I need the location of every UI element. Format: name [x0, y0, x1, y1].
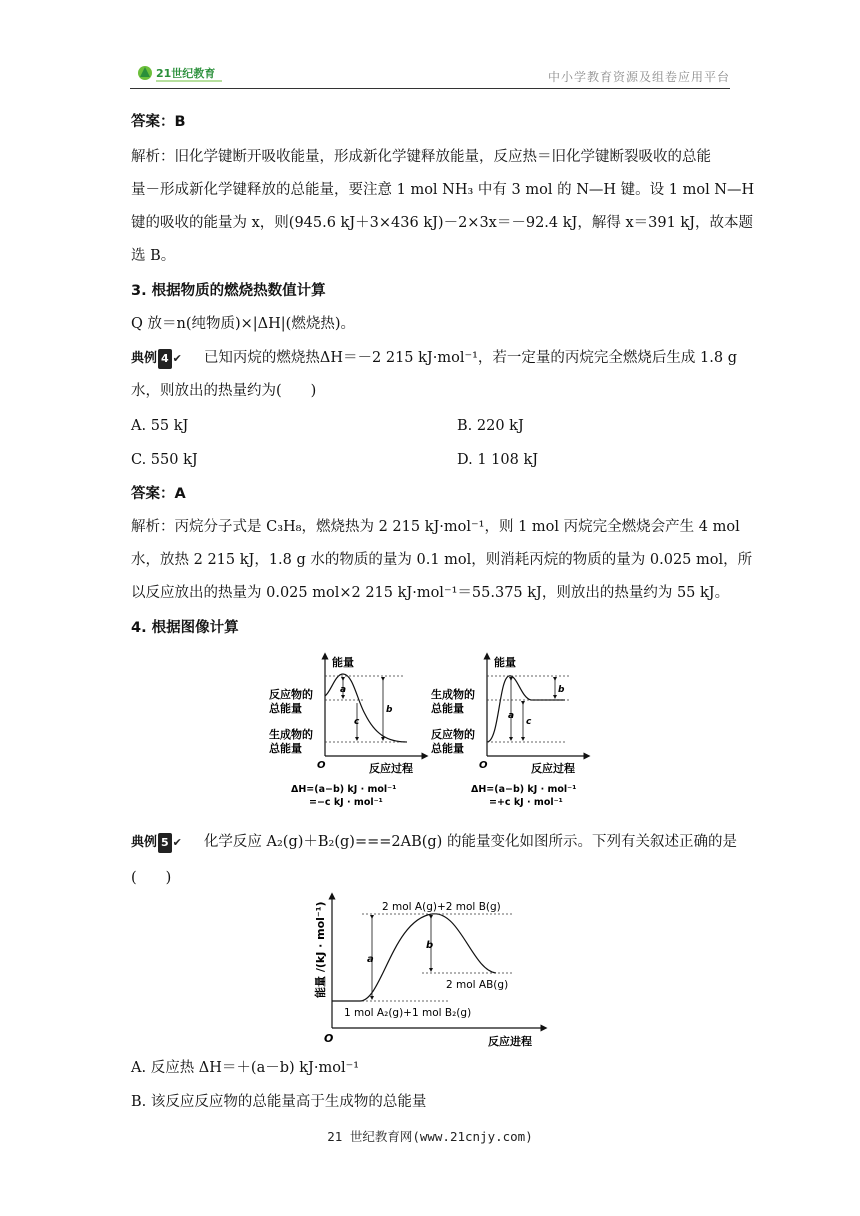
section-3-formula: Q 放＝n(纯物质)×|ΔH|(燃烧热)。 [131, 316, 355, 332]
example-5-question-line-1: 典例 5 ✔ 化学反应 A₂(g)＋B₂(g)===2AB(g) 的能量变化如图所示。下列有关叙述正确的是 [131, 832, 737, 853]
svg-text:总能量: 总能量 [431, 702, 464, 715]
svg-text:a: a [367, 954, 374, 965]
svg-text:生成物的: 生成物的 [269, 728, 313, 741]
explain-1-line-2: 量－形成新化学键释放的总能量，要注意 1 mol NH₃ 中有 3 mol 的 N—H 键。设 1 mol N—H [131, 182, 755, 198]
svg-text:ΔH=(a−b) kJ · mol⁻¹: ΔH=(a−b) kJ · mol⁻¹ [471, 784, 577, 795]
option-4-d: D. 1 108 kJ [457, 452, 539, 468]
svg-text:ΔH=(a−b) kJ · mol⁻¹: ΔH=(a−b) kJ · mol⁻¹ [291, 784, 397, 795]
option-5-b: B. 该反应反应物的总能量高于生成物的总能量 [131, 1094, 427, 1110]
left-y-axis-label: 能量 [332, 656, 354, 669]
explain-2-line-2: 水，放热 2 215 kJ，1.8 g 水的物质的量为 0.1 mol，则消耗丙烷的物质的量为 0.025 mol，所 [131, 552, 753, 568]
explain-1-line-1: 解析：旧化学键断开吸收能量，形成新化学键释放能量，反应热＝旧化学键断裂吸收的总能 [131, 149, 711, 165]
fig2-origin: O [324, 1032, 334, 1045]
energy-diagrams-figure [265, 652, 605, 812]
svg-text:=+c kJ · mol⁻¹: =+c kJ · mol⁻¹ [489, 797, 563, 808]
svg-text:21世纪教育: 21世纪教育 [156, 67, 216, 80]
left-origin: O [317, 760, 326, 771]
exothermic-diagram [269, 655, 425, 808]
explain-2-line-1: 解析：丙烷分子式是 C₃H₈，燃烧热为 2 215 kJ·mol⁻¹，则 1 mol 丙烷完全燃烧会产生 4 mol [131, 519, 740, 535]
page-header [130, 60, 730, 89]
svg-text:a: a [508, 711, 515, 721]
option-4-b: B. 220 kJ [457, 418, 524, 434]
example-4-tag: 典例 4 ✔ [131, 349, 182, 369]
example-5-question-line-2: ( ) [131, 870, 172, 886]
platform-name: 中小学教育资源及组卷应用平台 [547, 70, 730, 84]
fig2-mid-label: 2 mol AB(g) [446, 979, 509, 991]
option-5-a: A. 反应热 ΔH＝＋(a－b) kJ·mol⁻¹ [131, 1060, 360, 1076]
svg-text:c: c [526, 717, 532, 727]
section-4-title: 4. 根据图像计算 [131, 620, 239, 636]
example-4-question-line-1: 典例 4 ✔ 已知丙烷的燃烧热ΔH＝－2 215 kJ·mol⁻¹，若一定量的丙烷完全燃烧后生成 1.8 g [131, 348, 737, 369]
left-x-axis-label: 反应过程 [369, 762, 413, 775]
svg-text:a: a [340, 685, 347, 695]
example-4-question-line-2: 水，则放出的热量约为( ) [131, 383, 317, 399]
svg-text:总能量: 总能量 [269, 702, 302, 715]
right-origin: O [479, 760, 488, 771]
answer-1: 答案：B [131, 114, 186, 130]
option-4-c: C. 550 kJ [131, 452, 198, 468]
right-y-axis-label: 能量 [494, 656, 516, 669]
svg-text:反应物的: 反应物的 [269, 688, 313, 701]
endothermic-diagram [431, 655, 587, 808]
page-footer: 21 世纪教育网(www.21cnjy.com) [327, 1129, 533, 1144]
svg-text:总能量: 总能量 [431, 742, 464, 755]
fig2-x-axis-label: 反应进程 [488, 1035, 532, 1048]
right-x-axis-label: 反应过程 [531, 762, 575, 775]
reaction-energy-figure [300, 890, 560, 1050]
fig2-y-axis-label: 能量 /(kJ · mol⁻¹) [314, 901, 327, 998]
svg-text:c: c [354, 717, 360, 727]
fig2-bottom-label: 1 mol A₂(g)+1 mol B₂(g) [344, 1007, 472, 1019]
svg-text:反应物的: 反应物的 [431, 728, 475, 741]
svg-text:总能量: 总能量 [269, 742, 302, 755]
section-3-title: 3. 根据物质的燃烧热数值计算 [131, 283, 326, 299]
site-logo [136, 62, 226, 84]
fig2-top-label: 2 mol A(g)+2 mol B(g) [382, 901, 501, 913]
explain-1-line-4: 选 B。 [131, 248, 176, 264]
explain-1-line-3: 键的吸收的能量为 x，则(945.6 kJ＋3×436 kJ)－2×3x＝－92.4 kJ，解得 x＝391 kJ，故本题 [131, 215, 754, 231]
option-4-a: A. 55 kJ [131, 418, 189, 434]
svg-text:生成物的: 生成物的 [431, 688, 475, 701]
svg-text:=−c kJ · mol⁻¹: =−c kJ · mol⁻¹ [309, 797, 383, 808]
example-5-tag: 典例 5 ✔ [131, 833, 182, 853]
svg-text:b: b [386, 705, 393, 715]
svg-text:b: b [558, 685, 565, 695]
svg-text:b: b [426, 940, 434, 951]
explain-2-line-3: 以反应放出的热量为 0.025 mol×2 215 kJ·mol⁻¹＝55.375 kJ，则放出的热量约为 55 kJ。 [131, 585, 730, 601]
answer-2: 答案：A [131, 486, 186, 502]
